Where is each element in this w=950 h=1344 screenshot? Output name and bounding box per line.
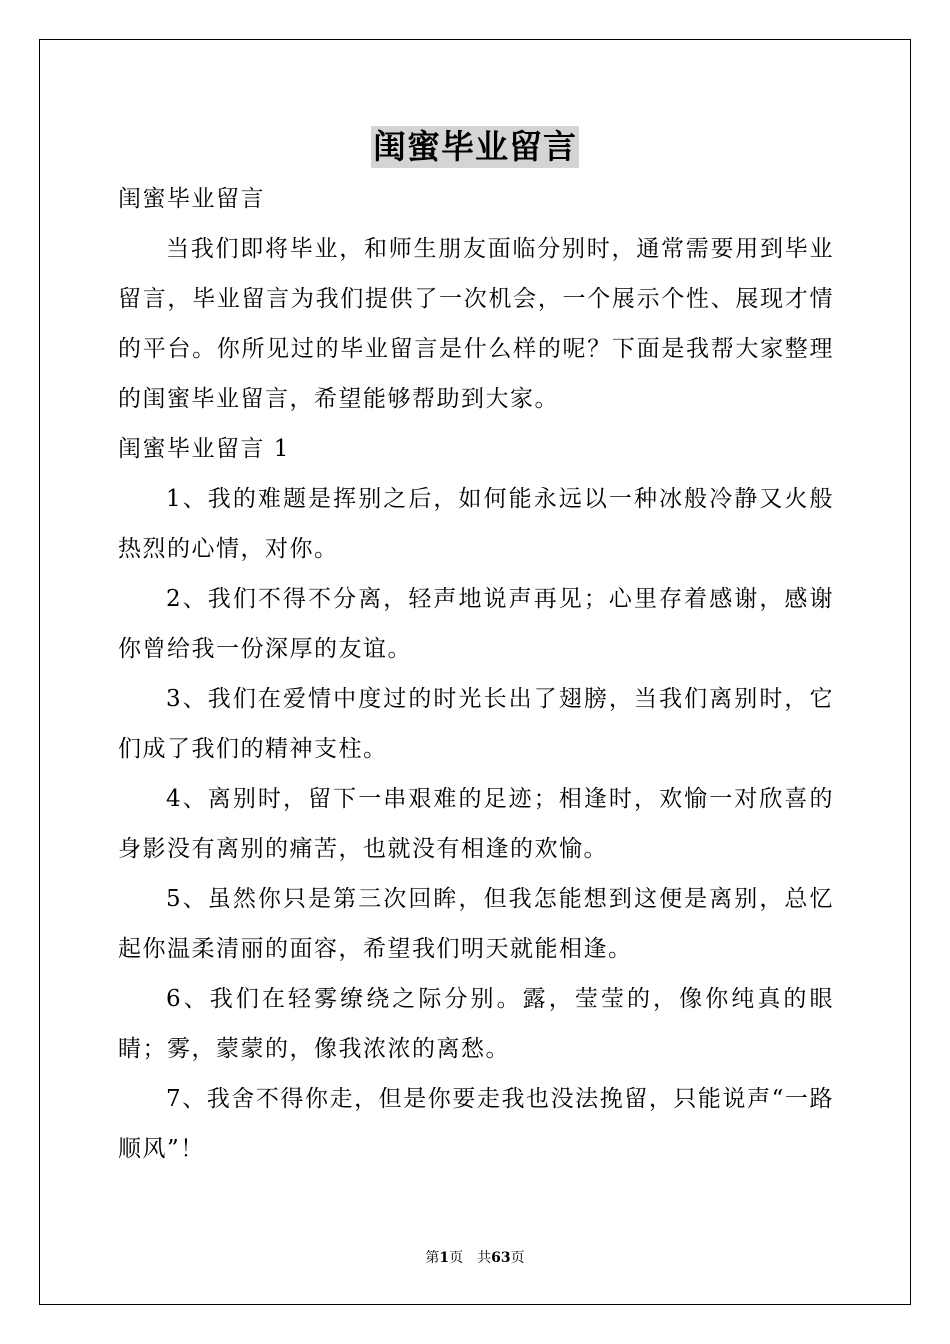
message-item: 5、虽然你只是第三次回眸，但我怎能想到这便是离别，总忆起你温柔清丽的面容，希望我们明天就能相逢。 bbox=[118, 886, 834, 962]
document-body bbox=[118, 174, 834, 1174]
total-prefix: 共 bbox=[477, 1250, 492, 1266]
page-footer bbox=[0, 1248, 950, 1268]
page-suffix: 页 bbox=[449, 1250, 464, 1266]
document-title: 闺蜜毕业留言 bbox=[373, 127, 577, 166]
message-item: 3、我们在爱情中度过的时光长出了翅膀，当我们离别时，它们成了我们的精神支柱。 bbox=[118, 686, 834, 762]
total-suffix: 页 bbox=[510, 1250, 525, 1266]
section-heading: 闺蜜毕业留言 1 bbox=[118, 436, 290, 462]
message-item: 2、我们不得不分离，轻声地说声再见；心里存着感谢，感谢你曾给我一份深厚的友谊。 bbox=[118, 586, 834, 662]
page-total: 63 bbox=[491, 1250, 511, 1266]
title-container bbox=[0, 126, 950, 168]
subheading: 闺蜜毕业留言 bbox=[118, 186, 265, 212]
message-item: 7、我舍不得你走，但是你要走我也没法挽留，只能说声“一路顺风”！ bbox=[118, 1086, 834, 1162]
intro-paragraph: 当我们即将毕业，和师生朋友面临分别时，通常需要用到毕业留言，毕业留言为我们提供了一次机会，一个展示个性、展现才情的平台。你所见过的毕业留言是什么样的呢？下面是我帮大家整理的闺蜜毕业留言，希望能够帮助到大家。 bbox=[118, 236, 834, 412]
message-item: 1、我的难题是挥别之后，如何能永远以一种冰般冷静又火般热烈的心情，对你。 bbox=[118, 486, 834, 562]
page-prefix: 第 bbox=[425, 1250, 440, 1266]
page-current: 1 bbox=[439, 1250, 450, 1266]
message-item: 4、离别时，留下一串艰难的足迹；相逢时，欢愉一对欣喜的身影没有离别的痛苦，也就没有相逢的欢愉。 bbox=[118, 786, 834, 862]
message-item: 6、我们在轻雾缭绕之际分别。露，莹莹的，像你纯真的眼睛；雾，蒙蒙的，像我浓浓的离愁。 bbox=[118, 986, 834, 1062]
